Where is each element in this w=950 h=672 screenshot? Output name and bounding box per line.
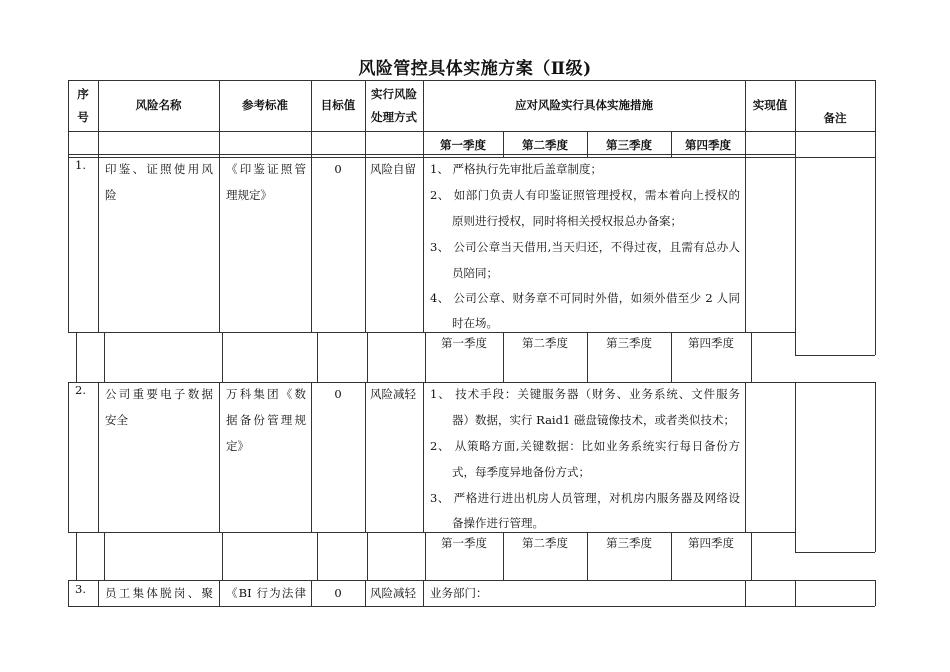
row-1-target: 0 [334,162,342,176]
row-3-method: 风险减轻 [370,586,416,600]
row-1-quarter-3: 第三季度 [606,336,652,350]
header-measures: 应对风险实行具体实施措施 [515,98,653,112]
row-2-quarter-4: 第四季度 [688,536,734,550]
header-risk-name: 风险名称 [135,98,182,112]
header-target: 目标值 [320,98,356,112]
row-3-name-line-1: 员工集体脱岗、聚 [105,586,213,600]
row-1-quarter-4: 第四季度 [688,336,734,350]
row-1-method: 风险自留 [370,162,416,176]
row-2-measure-1: 1、 技术手段：关键服务器（财务、业务系统、文件服务 [430,387,740,401]
row-3-seq: 3. [75,582,86,596]
row-2-measure-4: 式，每季度异地备份方式； [452,465,590,479]
header-method-1: 实行风险 [371,87,417,101]
row-2-measure-5: 3、 严格进行进出机房人员管理，对机房内服务器及网络设 [430,491,740,505]
row-1-measure-2: 2、 如部门负责人有印鉴证照管理授权，需本着向上授权的 [430,188,740,202]
header-achieved: 实现值 [752,98,788,112]
row-1-measure-1: 1、 严格执行先审批后盖章制度； [430,162,602,176]
header-remarks: 备注 [823,111,847,125]
row-2-name-line-2: 安全 [105,413,128,427]
header-quarter-4: 第四季度 [685,138,731,152]
document-title: 风险管控具体实施方案（Ⅱ级) [358,59,592,79]
row-2-target: 0 [334,387,342,401]
row-3-target: 0 [334,586,342,600]
row-1-name-line-2: 险 [105,188,117,202]
row-1-ref-line-1: 《印鉴证照管 [226,162,306,176]
row-2-ref-line-1: 万科集团《数 [226,387,306,401]
row-3-ref-line-1: 《BI 行为法律 [226,586,306,600]
row-1-ref-line-2: 理规定》 [226,188,272,202]
row-2-quarter-1: 第一季度 [441,536,487,550]
row-2-ref-line-2: 据备份管理规 [226,413,306,427]
row-2-method: 风险减轻 [370,387,416,401]
row-2-seq: 2. [75,383,86,397]
header-method-2: 处理方式 [371,110,417,124]
row-2-name-line-1: 公司重要电子数据 [105,387,213,401]
header-seq-2: 号 [77,110,89,124]
header-seq-1: 序 [77,87,89,101]
row-1-quarter-2: 第二季度 [522,336,568,350]
row-1-seq: 1. [75,158,86,172]
row-1-name-line-1: 印鉴、证照使用风 [105,162,213,176]
row-2-measure-3: 2、 从策略方面,关键数据：比如业务系统实行每日备份方 [430,439,740,453]
row-2-measure-6: 备操作进行管理。 [452,516,544,530]
header-reference: 参考标准 [242,98,288,112]
header-quarter-2: 第二季度 [522,138,568,152]
row-1-quarter-1: 第一季度 [441,336,487,350]
row-2-measure-2: 器）数据，实行 Raid1 磁盘镜像技术，或者类似技术； [452,413,735,427]
row-2-quarter-2: 第二季度 [522,536,568,550]
row-1-measure-7: 时在场。 [452,316,498,330]
row-2-quarter-3: 第三季度 [606,536,652,550]
row-2-ref-line-3: 定》 [226,439,249,453]
row-3-measure-1: 业务部门： [430,586,488,600]
row-1-measure-6: 4、 公司公章、财务章不可同时外借，如须外借至少 2 人同 [430,291,740,305]
header-quarter-3: 第三季度 [606,138,652,152]
row-1-measure-3: 原则进行授权，同时将相关授权报总办备案； [452,214,682,228]
header-quarter-1: 第一季度 [440,138,486,152]
row-1-measure-5: 员陪同； [452,266,498,280]
row-1-measure-4: 3、 公司公章当天借用,当天归还，不得过夜，且需有总办人 [430,240,740,254]
